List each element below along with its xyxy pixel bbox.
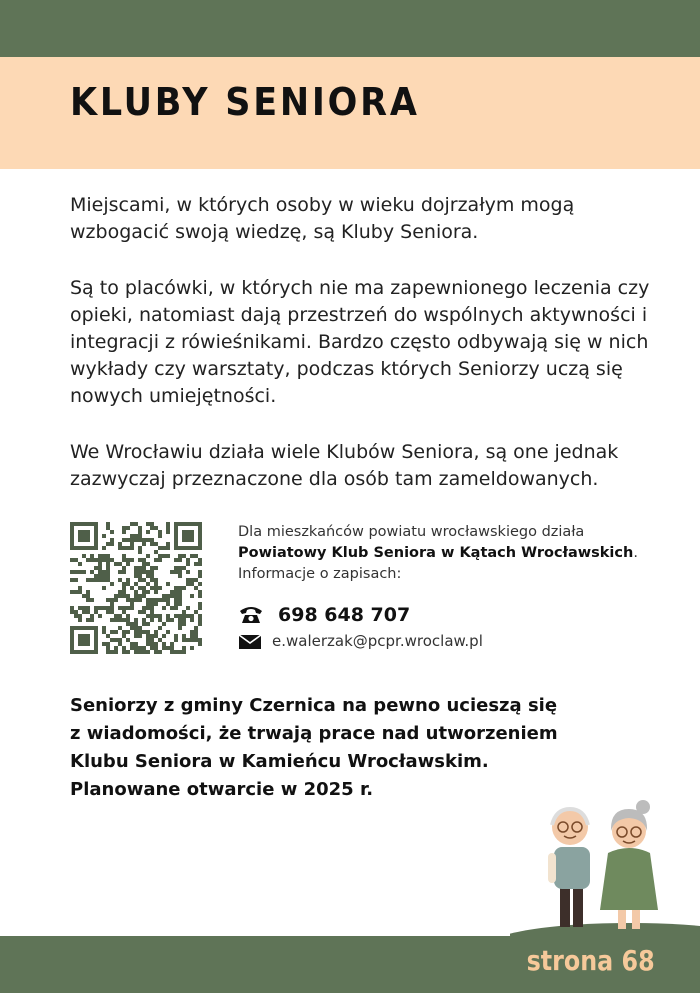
signup-label: Informacje o zapisach: [238, 566, 402, 582]
closing-line: Klubu Seniora w Kamieńcu Wrocławskim. [70, 751, 489, 772]
closing-line: Seniorzy z gminy Czernica na pewno ucieszą się [70, 695, 558, 716]
envelope-icon [238, 632, 262, 650]
paragraph-wroclaw: We Wrocławiu działa wiele Klubów Seniora, są one jednak zazwyczaj przeznaczone dla osób tam zameldowanych. [70, 441, 619, 490]
qr-code[interactable] [70, 522, 202, 654]
closing-announcement [70, 692, 590, 804]
senior-couple-illustration [510, 795, 700, 940]
contact-info [238, 522, 678, 585]
club-name: Powiatowy Klub Seniora w Kątach Wrocławskich [238, 545, 634, 561]
closing-line: z wiadomości, że trwają prace nad utworzeniem [70, 723, 558, 744]
closing-line: Planowane otwarcie w 2025 r. [70, 779, 374, 800]
page-title: KLUBY SENIORA [70, 80, 420, 124]
top-bar [0, 0, 700, 57]
email-address[interactable]: e.walerzak@pcpr.wroclaw.pl [272, 632, 483, 650]
telephone-icon [238, 605, 264, 625]
club-suffix: . [633, 545, 638, 561]
paragraph-description: Są to placówki, w których nie ma zapewnionego leczenia czy opieki, natomiast dają przestrzeń do wspólnych aktywności i integracji z rówieśnikami. Bardzo często odbywają się w nich wykłady czy warsztaty, podczas których Seniorzy uczą się nowych umiejętności. [70, 277, 650, 407]
contact-intro: Dla mieszkańców powiatu wrocławskiego działa [238, 524, 585, 540]
email-row [238, 632, 483, 650]
phone-row [238, 604, 410, 626]
phone-number[interactable]: 698 648 707 [278, 604, 411, 626]
page-number: strona 68 [526, 944, 655, 977]
paragraph-intro: Miejscami, w których osoby w wieku dojrzałym mogą wzbogacić swoją wiedzę, są Kluby Seniora. [70, 194, 575, 243]
